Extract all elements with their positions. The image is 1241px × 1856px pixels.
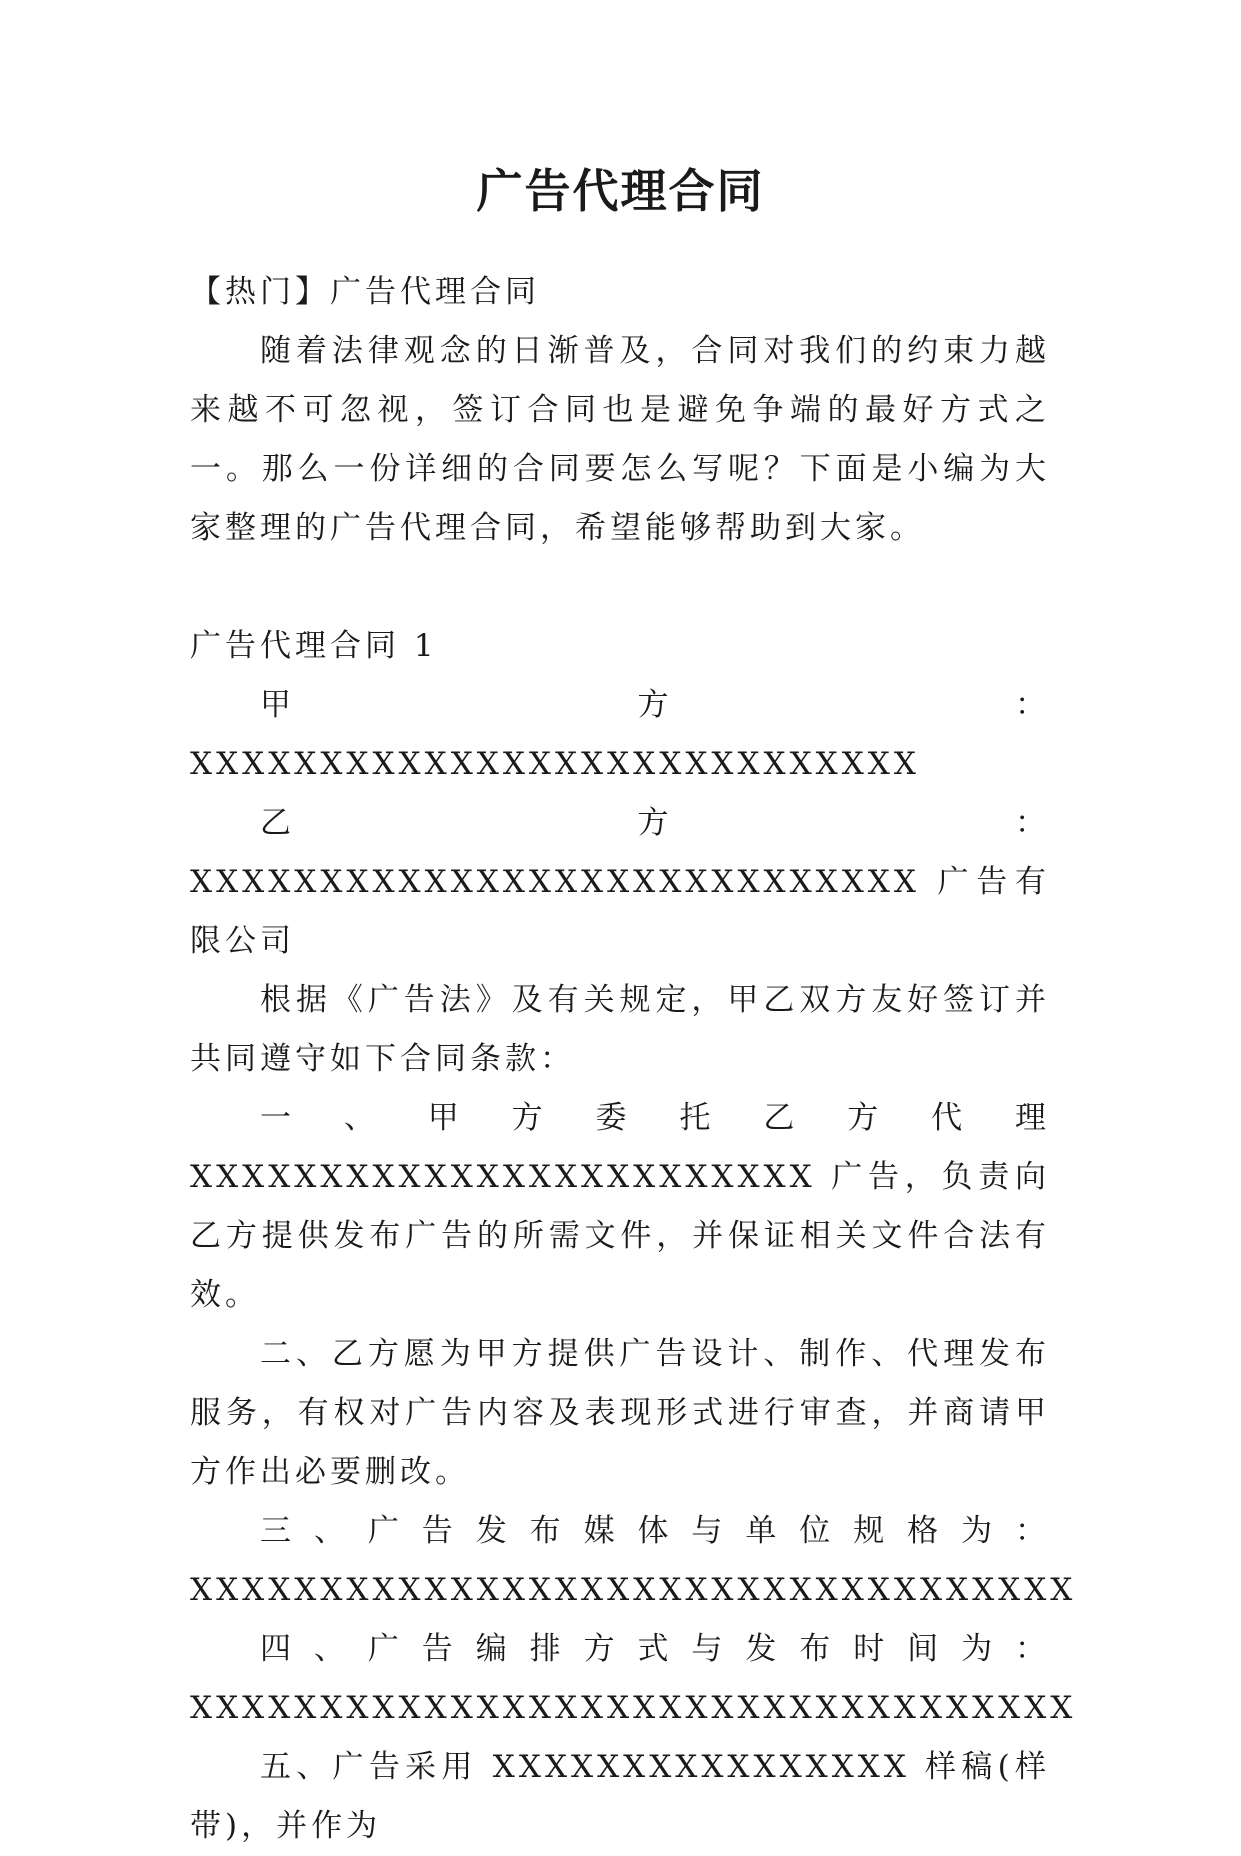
paragraph-gap [190, 558, 1050, 617]
document-body [190, 263, 1077, 1856]
section-heading: 广告代理合同 1 [190, 628, 438, 664]
subtitle-line: 【热门】广告代理合同 [190, 274, 540, 310]
preamble-paragraph: 根据《广告法》及有关规定，甲乙双方友好签订并共同遵守如下合同条款： [190, 982, 1050, 1077]
clause-2: 二、乙方愿为甲方提供广告设计、制作、代理发布服务，有权对广告内容及表现形式进行审查，并商请甲方作出必要删改。 [190, 1336, 1050, 1490]
clause-5: 五、广告采用 XXXXXXXXXXXXXXXX 样稿(样带)，并作为 [190, 1749, 1050, 1844]
intro-paragraph: 随着法律观念的日渐普及，合同对我们的约束力越来越不可忽视，签订合同也是避免争端的最好方式之一。那么一份详细的合同要怎么写呢？下面是小编为大家整理的广告代理合同，希望能够帮助到大家。 [190, 333, 1050, 546]
party-a-line: 甲方：XXXXXXXXXXXXXXXXXXXXXXXXXXXX [190, 687, 1050, 782]
clause-4: 四、广告编排方式与发布时间为：XXXXXXXXXXXXXXXXXXXXXXXXXXXXXXXXXX [190, 1631, 1077, 1726]
clause-3: 三、广告发布媒体与单位规格为：XXXXXXXXXXXXXXXXXXXXXXXXXXXXXXXXXX [190, 1513, 1077, 1608]
party-b-line: 乙方：XXXXXXXXXXXXXXXXXXXXXXXXXXXX 广告有限公司 [190, 805, 1050, 959]
clause-1: 一、甲方委托乙方代理 XXXXXXXXXXXXXXXXXXXXXXXX 广告，负责向乙方提供发布广告的所需文件，并保证相关文件合法有效。 [190, 1100, 1050, 1313]
document-title: 广告代理合同 [476, 164, 765, 218]
